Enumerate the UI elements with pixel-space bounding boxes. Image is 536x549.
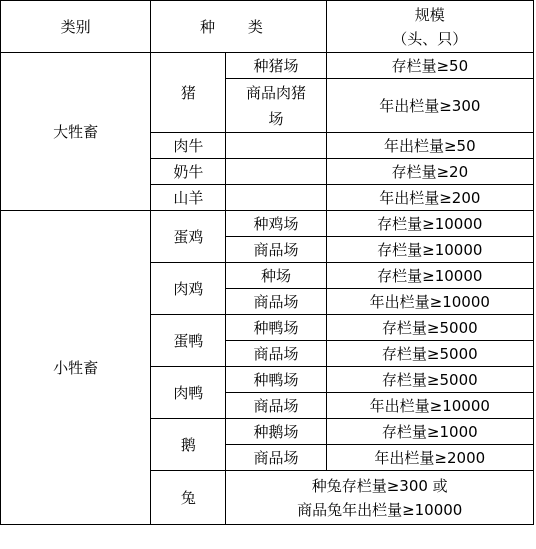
scale-requirement: 存栏量≥5000 xyxy=(326,367,533,393)
farm-type: 商品场 xyxy=(226,289,326,315)
farm-type: 种鸭场 xyxy=(226,315,326,341)
farm-type: 种鸭场 xyxy=(226,367,326,393)
header-scale-line1: 规模 xyxy=(414,5,445,24)
kind-laying-hen: 蛋鸡 xyxy=(151,211,226,263)
farm-type: 商品场 xyxy=(226,341,326,367)
header-scale-line2: （头、只） xyxy=(392,29,468,48)
farm-type-empty xyxy=(226,133,326,159)
scale-requirement: 年出栏量≥200 xyxy=(326,185,533,211)
scale-requirement: 年出栏量≥2000 xyxy=(326,445,533,471)
header-scale xyxy=(326,1,533,53)
kind-goat: 山羊 xyxy=(151,185,226,211)
scale-requirement: 存栏量≥10000 xyxy=(326,211,533,237)
kind-rabbit: 兔 xyxy=(151,471,226,525)
scale-requirement: 存栏量≥50 xyxy=(326,53,533,79)
table-row xyxy=(1,53,534,79)
kind-goose: 鹅 xyxy=(151,419,226,471)
header-kind: 种 类 xyxy=(151,1,326,53)
category-big-livestock: 大牲畜 xyxy=(1,53,151,211)
farm-type xyxy=(226,79,326,133)
farm-type-text: 商品肉猪场 xyxy=(246,83,307,128)
category-small-livestock: 小牲畜 xyxy=(1,211,151,525)
header-row xyxy=(1,1,534,53)
scale-requirement: 存栏量≥5000 xyxy=(326,315,533,341)
table-row xyxy=(1,211,534,237)
farm-type-empty xyxy=(226,159,326,185)
scale-requirement: 年出栏量≥300 xyxy=(326,79,533,133)
scale-requirement: 存栏量≥10000 xyxy=(326,237,533,263)
kind-pig: 猪 xyxy=(151,53,226,133)
farm-type: 商品场 xyxy=(226,237,326,263)
kind-dairy: 奶牛 xyxy=(151,159,226,185)
rabbit-req-line2: 商品兔年出栏量≥10000 xyxy=(297,500,463,519)
kind-meat-duck: 肉鸭 xyxy=(151,367,226,419)
scale-requirement: 存栏量≥5000 xyxy=(326,341,533,367)
farm-type: 种鹅场 xyxy=(226,419,326,445)
scale-requirement: 存栏量≥10000 xyxy=(326,263,533,289)
farm-type: 商品场 xyxy=(226,445,326,471)
kind-beef: 肉牛 xyxy=(151,133,226,159)
kind-laying-duck: 蛋鸭 xyxy=(151,315,226,367)
scale-requirement: 年出栏量≥50 xyxy=(326,133,533,159)
scale-requirement: 存栏量≥20 xyxy=(326,159,533,185)
scale-requirement-rabbit xyxy=(226,471,534,525)
header-category: 类别 xyxy=(1,1,151,53)
farm-type: 种猪场 xyxy=(226,53,326,79)
scale-requirement: 年出栏量≥10000 xyxy=(326,393,533,419)
farm-type: 商品场 xyxy=(226,393,326,419)
scale-requirement: 年出栏量≥10000 xyxy=(326,289,533,315)
farm-type-empty xyxy=(226,185,326,211)
farm-type: 种鸡场 xyxy=(226,211,326,237)
rabbit-req-line1: 种兔存栏量≥300 或 xyxy=(311,476,448,495)
kind-broiler: 肉鸡 xyxy=(151,263,226,315)
farm-type: 种场 xyxy=(226,263,326,289)
scale-requirement: 存栏量≥1000 xyxy=(326,419,533,445)
